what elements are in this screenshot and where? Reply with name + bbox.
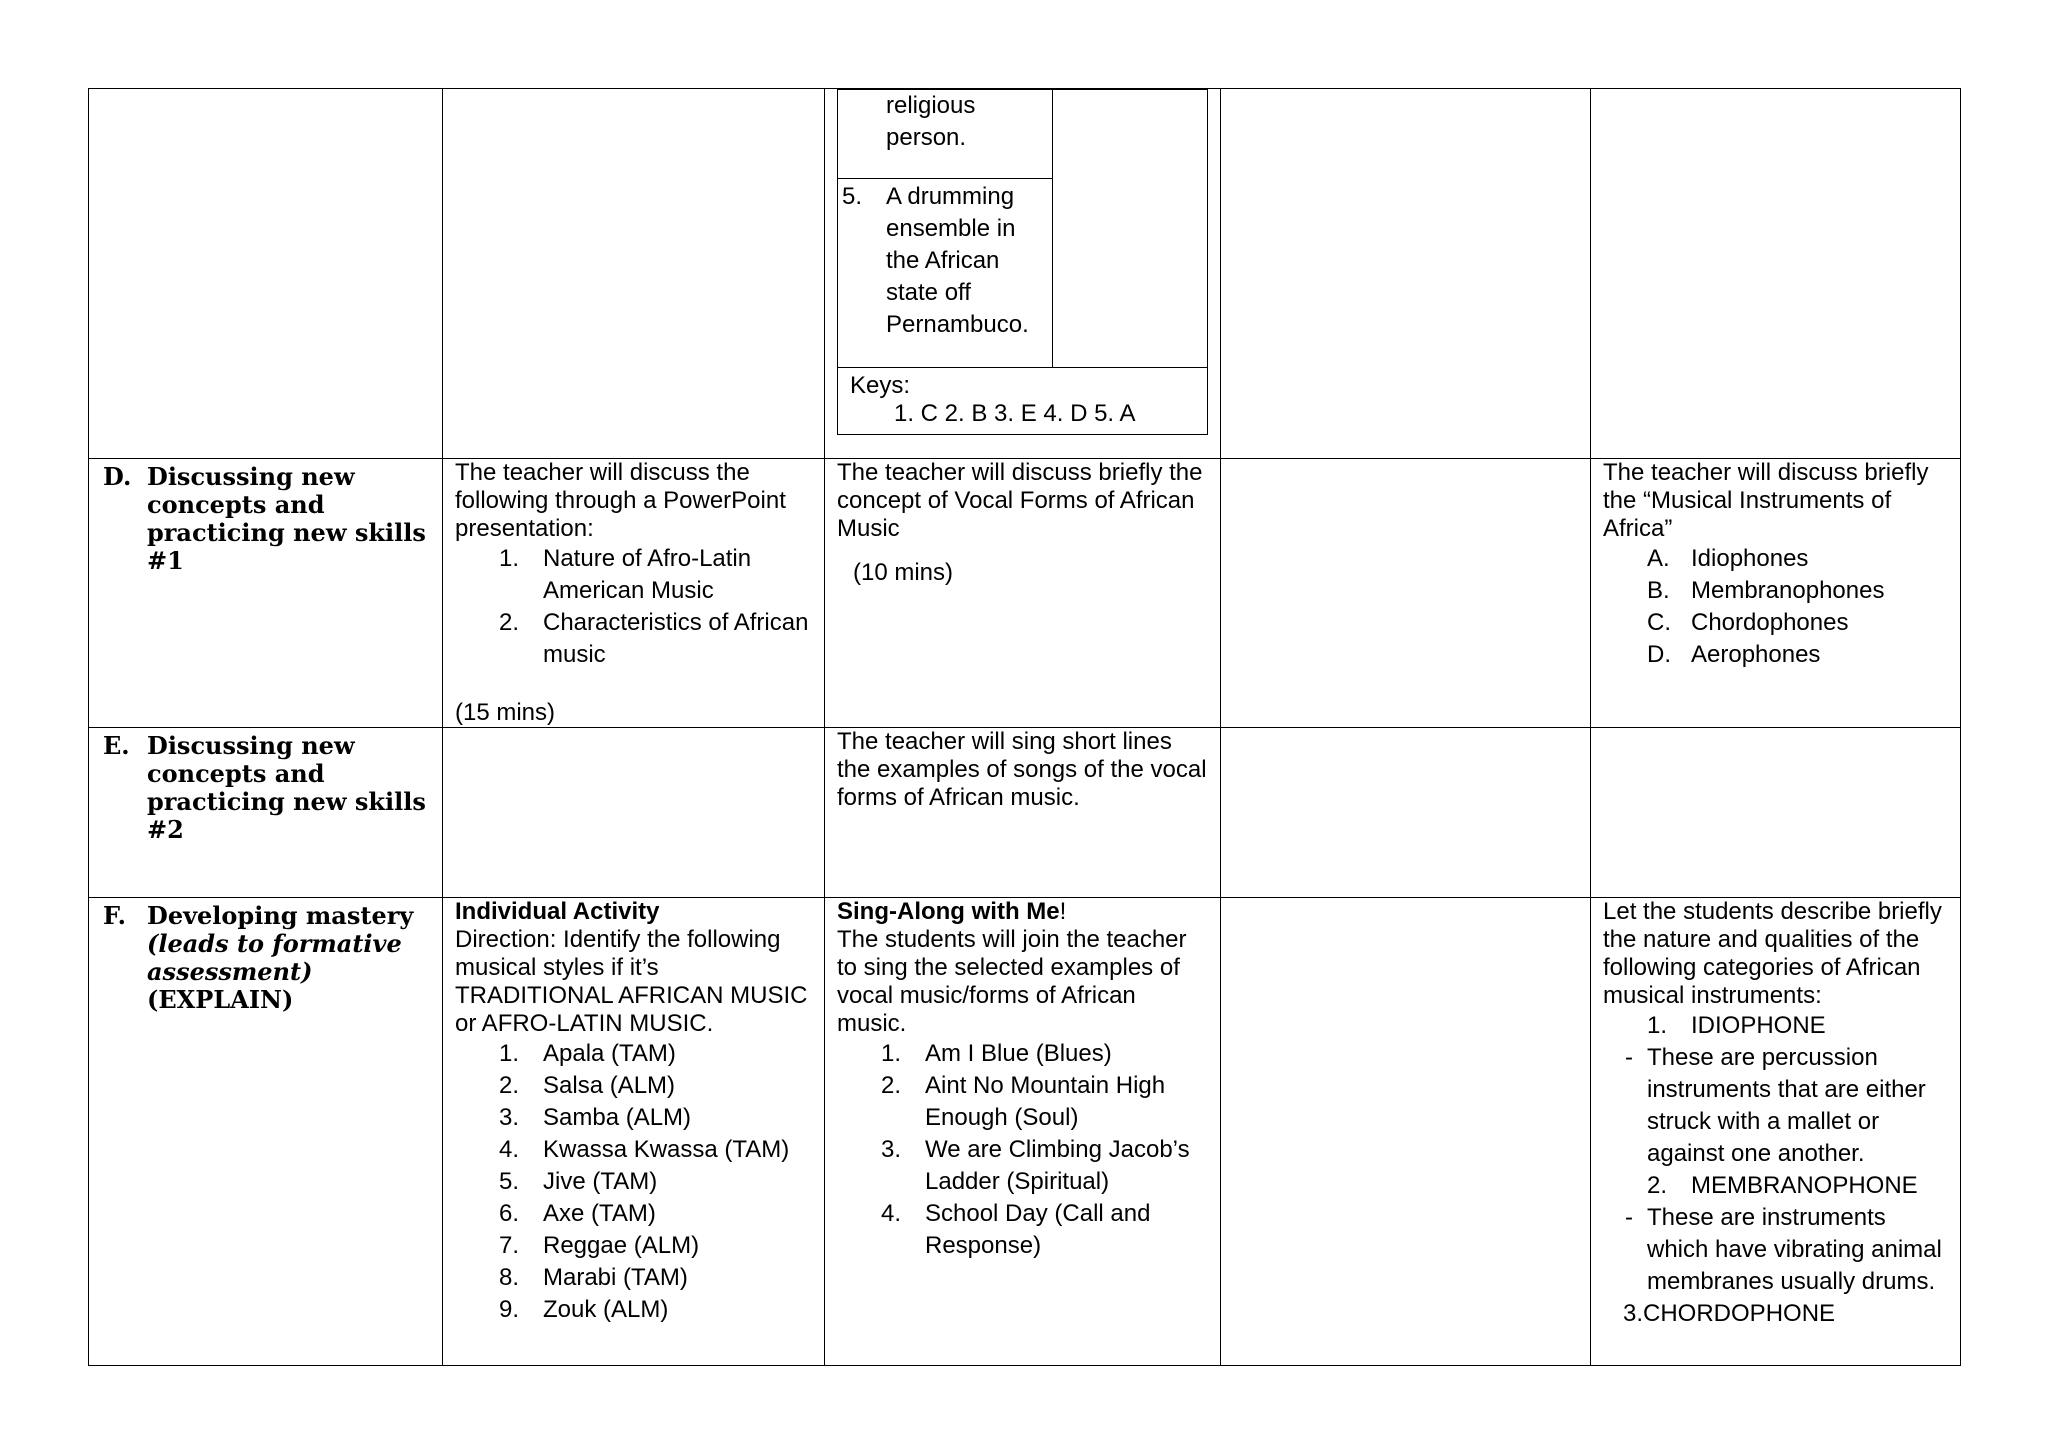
- cell-nested-quiz: [825, 89, 1221, 459]
- cell-e-col3: The teacher will sing short lines the examples of songs of the vocal forms of African music.: [825, 728, 1221, 898]
- cell-f-col5: Let the students describe briefly the nature and qualities of the following categories of African musical instruments: 1. IDIOPHONE - These are percussion instruments that are either struck with a mallet or against one another. 2. MEMBRANOPHONE - These are instruments which have vibrating animal membranes usually drums. 3.CHORDOPHONE: [1591, 898, 1961, 1366]
- list-item: 1. IDIOPHONE: [1647, 1012, 1826, 1039]
- list-item: 2. Characteristics of African music: [499, 609, 809, 668]
- lesson-plan-table: [88, 88, 1961, 1366]
- row-label-e: E. Discussing new concepts and practicing new skills #2: [89, 728, 443, 898]
- quiz-item: 5. A drumming ensemble in the African state off Pernambuco.: [838, 178, 1052, 367]
- instrument-category-list: [1603, 1010, 1948, 1042]
- list-item: B. Membranophones: [1647, 577, 1885, 604]
- list-item: 4. Kwassa Kwassa (TAM): [499, 1136, 790, 1163]
- numbered-list: [837, 1038, 1208, 1262]
- row-label-f: F. Developing mastery (leads to formative assessment) (EXPLAIN): [89, 898, 443, 1366]
- cell-d-col5: The teacher will discuss briefly the “Musical Instruments of Africa” A. Idiophones B. Membranophones C. Chordophones D. Aerophones: [1591, 459, 1961, 728]
- list-item: 2. MEMBRANOPHONE: [1647, 1172, 1918, 1199]
- cell: [1221, 459, 1591, 728]
- list-item: 4. School Day (Call and Response): [881, 1200, 1151, 1259]
- cell: [443, 89, 825, 459]
- lettered-list: [1603, 543, 1948, 671]
- list-item: 8. Marabi (TAM): [499, 1264, 688, 1291]
- list-item: C. Chordophones: [1647, 609, 1849, 636]
- row-label-d: D. Discussing new concepts and practicing new skills #1: [89, 459, 443, 728]
- answer-keys: Keys: 1. C 2. B 3. E 4. D 5. A: [838, 367, 1207, 434]
- cell-d-col2: The teacher will discuss the following through a PowerPoint presentation: 1. Nature of Afro-Latin American Music 2. Characteristics of African music (15 mins): [443, 459, 825, 728]
- list-item: - These are percussion instruments that are either struck with a mallet or against one another.: [1625, 1044, 1926, 1167]
- table-row-f: [89, 898, 1961, 1366]
- list-item: 2. Aint No Mountain High Enough (Soul): [881, 1072, 1166, 1131]
- cell: [1221, 89, 1591, 459]
- table-row-d: [89, 459, 1961, 728]
- table-row-continuation: [89, 89, 1961, 459]
- list-item: 1. Apala (TAM): [499, 1040, 676, 1067]
- cell: [443, 728, 825, 898]
- numbered-list: [455, 543, 812, 671]
- cell: [1221, 728, 1591, 898]
- activity-title: Sing-Along with Me: [837, 898, 1060, 925]
- list-item: 1. Nature of Afro-Latin American Music: [499, 545, 752, 604]
- matching-quiz-table: [837, 89, 1208, 435]
- list-item: - These are instruments which have vibrating animal membranes usually drums.: [1625, 1204, 1942, 1295]
- list-item: 3. Samba (ALM): [499, 1104, 692, 1131]
- list-item: 5. Jive (TAM): [499, 1168, 658, 1195]
- cell: [1591, 89, 1961, 459]
- cell-f-col2: Individual Activity Direction: Identify the following musical styles if it’s TRADITIONAL AFRICAN MUSIC or AFRO-LATIN MUSIC. 1. Apala (TAM) 2. Salsa (ALM) 3. Samba (ALM) 4. Kwassa Kwassa (TAM) 5. Jive (TAM) 6. Axe (TAM) 7. Reggae (ALM) 8. Marabi (TAM) 9. Zouk (ALM): [443, 898, 825, 1366]
- list-item: 2. Salsa (ALM): [499, 1072, 676, 1099]
- cell: [1591, 728, 1961, 898]
- list-item: 6. Axe (TAM): [499, 1200, 656, 1227]
- list-item: D. Aerophones: [1647, 641, 1821, 668]
- cell-d-col3: The teacher will discuss briefly the concept of Vocal Forms of African Music (10 mins): [825, 459, 1221, 728]
- description-list: [1603, 1042, 1948, 1170]
- cell-f-col3: Sing-Along with Me! The students will join the teacher to sing the selected examples of vocal music/forms of African music. 1. Am I Blue (Blues) 2. Aint No Mountain High Enough (Soul) 3. We are Climbing Jacob’s Ladder (Spiritual) 4. School Day (Call and Response): [825, 898, 1221, 1366]
- instrument-category-list: [1603, 1170, 1948, 1202]
- quiz-answer-column: [1053, 90, 1207, 367]
- activity-title: Individual Activity: [455, 898, 660, 925]
- list-item: A. Idiophones: [1647, 545, 1809, 572]
- table-row-e: [89, 728, 1961, 898]
- list-item: 3. We are Climbing Jacob’s Ladder (Spiritual): [881, 1136, 1190, 1195]
- quiz-item: religious person.: [886, 92, 976, 151]
- row-label-cell: [89, 89, 443, 459]
- cell: [1221, 898, 1591, 1366]
- numbered-list: [455, 1038, 812, 1326]
- list-item: 9. Zouk (ALM): [499, 1296, 669, 1323]
- list-item: 7. Reggae (ALM): [499, 1232, 700, 1259]
- description-list: [1603, 1202, 1948, 1298]
- list-item: 1. Am I Blue (Blues): [881, 1040, 1112, 1067]
